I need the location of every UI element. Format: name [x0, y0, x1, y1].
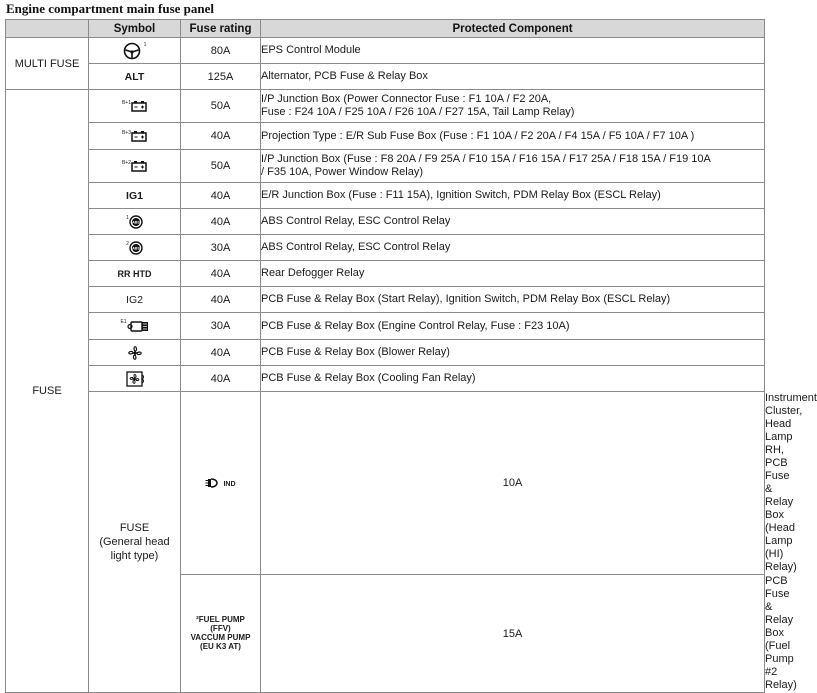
rating-cell: 40A: [181, 366, 261, 392]
svg-text:ABS: ABS: [132, 220, 140, 225]
header-category: [6, 20, 89, 38]
component-line: I/P Junction Box (Fuse : F8 20A / F9 25A / F10 15A / F16 15A / F17 25A / F18 15A / F19 10A: [261, 153, 711, 165]
table-row: [6, 366, 765, 392]
symbol-label: B+1: [121, 99, 132, 106]
symbol-cell: [89, 235, 181, 261]
symbol-label: B+2: [121, 159, 132, 166]
symbol-line: (FFV): [210, 624, 231, 633]
symbol-label: 1: [126, 214, 129, 221]
table-row: ²FUEL PUMP (FFV) VACCUM PUMP (EU K3 AT) 15A PCB Fuse & Relay Box (Fuel Pump #2 Relay): [6, 575, 765, 693]
rating-cell: 40A: [181, 261, 261, 287]
category-fuse: FUSE: [6, 90, 89, 693]
symbol-cell: [89, 366, 181, 392]
battery-icon: [131, 100, 147, 112]
rating-cell: 50A: [181, 90, 261, 123]
component-cell: EPS Control Module: [261, 38, 765, 64]
component-cell: [261, 150, 765, 183]
table-row: [6, 123, 765, 150]
symbol-cell: [89, 287, 181, 313]
steering-wheel-icon: [123, 44, 144, 56]
table-header-row: [6, 20, 765, 38]
table-row: [6, 287, 765, 313]
battery-icon: [131, 130, 147, 142]
header-symbol: Symbol: [89, 20, 181, 38]
symbol-label: IND: [223, 480, 236, 488]
symbol-cell: [89, 38, 181, 64]
category-line: (General head: [99, 536, 170, 548]
component-cell: PCB Fuse & Relay Box (Cooling Fan Relay): [261, 366, 765, 392]
component-line: / F35 10A, Power Window Relay): [261, 166, 424, 178]
rating-cell: 80A: [181, 38, 261, 64]
component-cell: Rear Defogger Relay: [261, 261, 765, 287]
table-row: [6, 313, 765, 340]
component-cell: ABS Control Relay, ESC Control Relay: [261, 209, 765, 235]
cooling-fan-icon: [125, 372, 145, 384]
table-row: [6, 209, 765, 235]
rating-cell: 30A: [181, 235, 261, 261]
component-cell: Alternator, PCB Fuse & Relay Box: [261, 64, 765, 90]
table-row: [6, 150, 765, 183]
category-multi-fuse: MULTI FUSE: [6, 38, 89, 90]
svg-text:ABS: ABS: [132, 246, 140, 251]
engine-icon: [127, 320, 149, 332]
component-cell: PCB Fuse & Relay Box (Engine Control Relay, Fuse : F23 10A): [261, 313, 765, 340]
rating-cell: 50A: [181, 150, 261, 183]
table-row: FUSE (General head light type) IND 10A Instrument Cluster, Head Lamp RH, PCB Fuse & Relay Box (Head Lamp (HI) Relay): [6, 392, 765, 575]
symbol-line: ²FUEL PUMP: [196, 615, 245, 624]
component-line: Fuse : F24 10A / F25 10A / F26 10A / F27 15A, Tail Lamp Relay): [261, 106, 575, 118]
symbol-label: 2: [126, 240, 129, 247]
blower-fan-icon: [126, 346, 144, 358]
symbol-label: RR HTD: [117, 268, 152, 279]
rating-cell: 40A: [181, 123, 261, 150]
symbol-cell: [181, 575, 261, 693]
table-row: [6, 64, 765, 90]
rating-cell: 40A: [181, 340, 261, 366]
component-cell: PCB Fuse & Relay Box (Blower Relay): [261, 340, 765, 366]
table-row: [6, 340, 765, 366]
symbol-label: IG2: [126, 293, 143, 306]
symbol-cell: [89, 90, 181, 123]
rating-cell: 40A: [181, 183, 261, 209]
symbol-cell: [181, 392, 261, 575]
symbol-cell: [89, 183, 181, 209]
rating-cell: 40A: [181, 209, 261, 235]
table-row: [6, 183, 765, 209]
abs-icon: [129, 215, 143, 227]
category-line: light type): [110, 550, 159, 562]
abs-icon: [129, 241, 143, 253]
header-component: Protected Component: [261, 20, 765, 38]
category-line: FUSE: [119, 522, 150, 534]
battery-icon: [131, 160, 147, 172]
rating-cell: 30A: [181, 313, 261, 340]
category-fuse-general-headlight: [89, 392, 181, 693]
symbol-cell: [89, 261, 181, 287]
symbol-cell: [89, 313, 181, 340]
component-cell: ABS Control Relay, ESC Control Relay: [261, 235, 765, 261]
symbol-label: IG1: [126, 189, 143, 202]
fuse-table: [5, 19, 817, 693]
symbol-cell: [89, 150, 181, 183]
symbol-cell: [89, 340, 181, 366]
component-cell: PCB Fuse & Relay Box (Start Relay), Ignition Switch, PDM Relay Box (ESCL Relay): [261, 287, 765, 313]
symbol-label: 1: [143, 41, 147, 48]
page-title: Engine compartment main fuse panel: [6, 1, 214, 16]
symbol-cell: [89, 209, 181, 235]
table-row: [6, 90, 765, 123]
symbol-label: ALT: [124, 70, 145, 83]
symbol-line: (EU K3 AT): [200, 642, 241, 651]
symbol-cell: [89, 123, 181, 150]
symbol-line: VACCUM PUMP: [190, 633, 251, 642]
rating-cell: 15A: [261, 575, 765, 693]
rating-cell: 10A: [261, 392, 765, 575]
table-row: [6, 38, 765, 64]
symbol-label: B+3: [121, 129, 132, 136]
symbol-cell: [89, 64, 181, 90]
rating-cell: 40A: [181, 287, 261, 313]
component-cell: Projection Type : E/R Sub Fuse Box (Fuse : F1 10A / F2 20A / F4 15A / F5 10A / F7 10A ): [261, 123, 765, 150]
component-cell: E/R Junction Box (Fuse : F11 15A), Ignition Switch, PDM Relay Box (ESCL Relay): [261, 183, 765, 209]
header-rating: Fuse rating: [181, 20, 261, 38]
symbol-label: [191, 615, 251, 651]
table-row: [6, 235, 765, 261]
component-line: I/P Junction Box (Power Connector Fuse : F1 10A / F2 20A,: [261, 93, 552, 105]
headlamp-icon: [205, 477, 223, 489]
symbol-label: E1: [120, 319, 127, 325]
rating-cell: 125A: [181, 64, 261, 90]
component-cell: [261, 90, 765, 123]
table-row: [6, 261, 765, 287]
